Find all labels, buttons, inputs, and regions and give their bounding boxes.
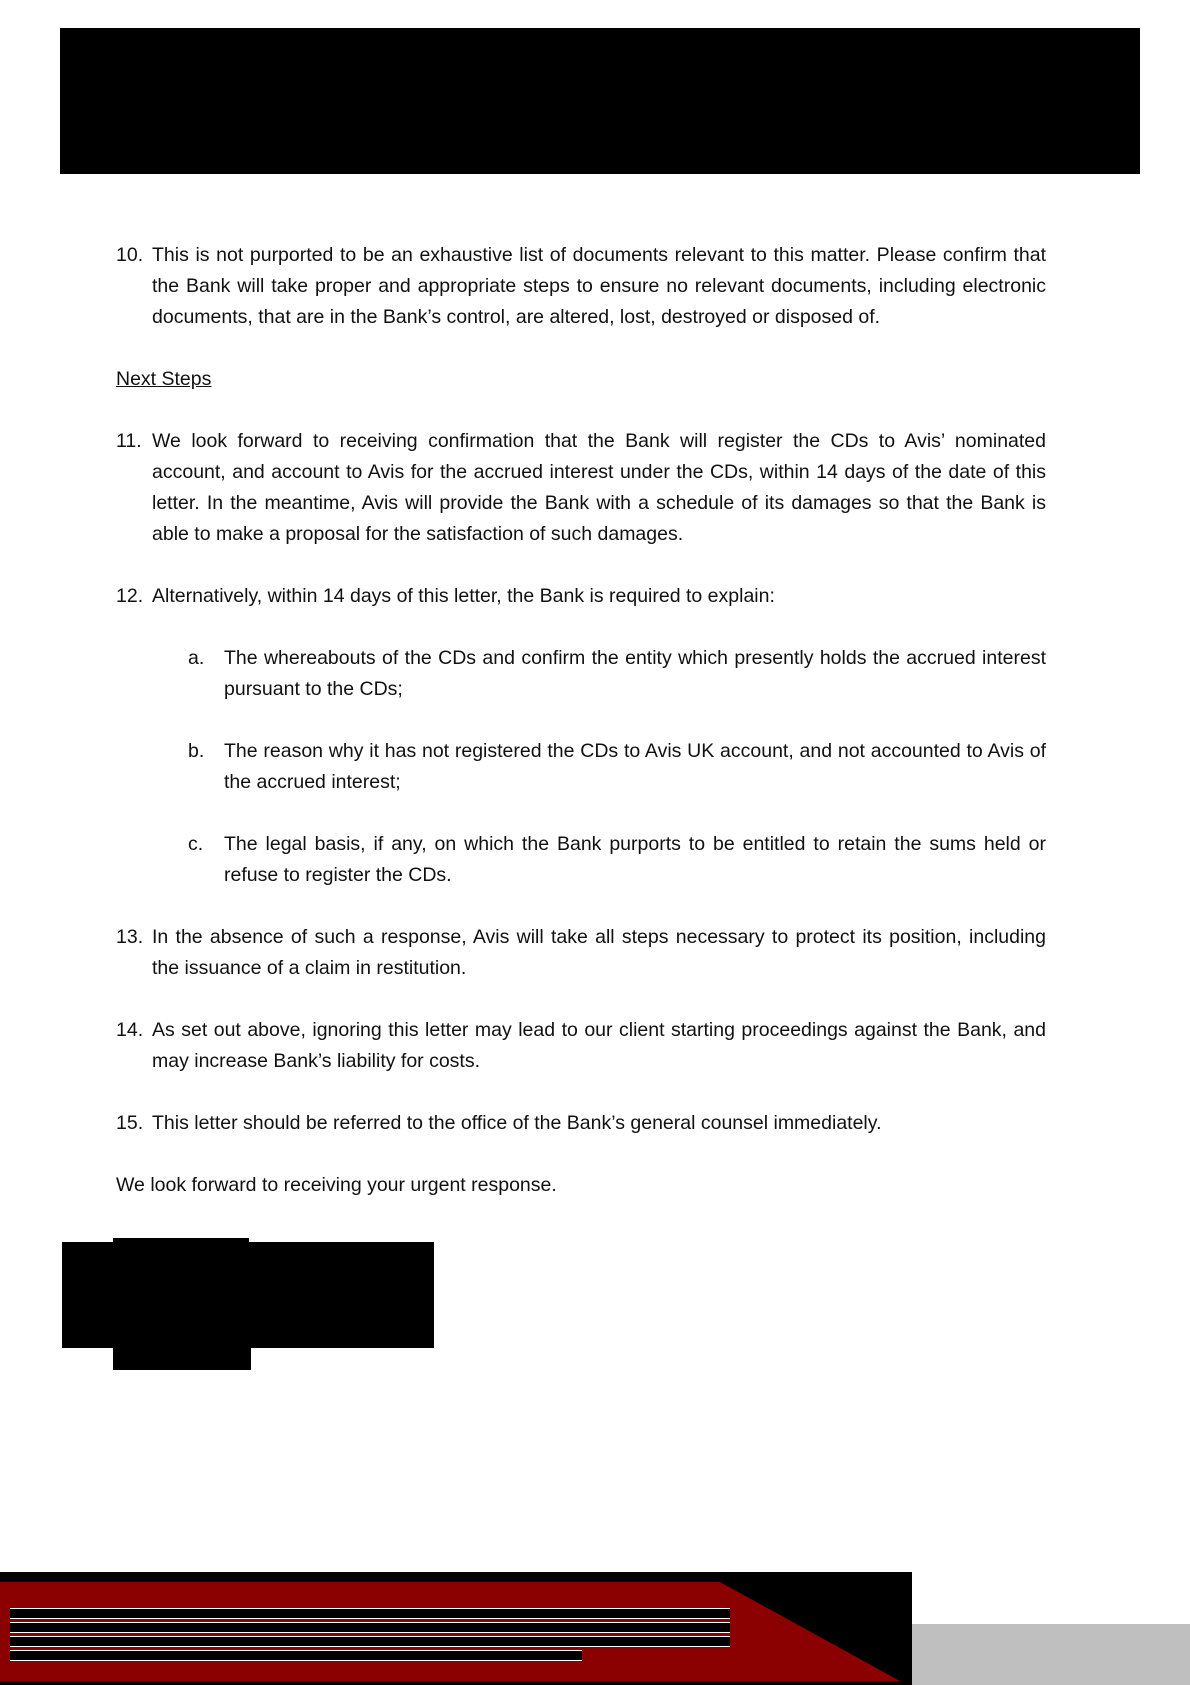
signature-redaction-top — [113, 1238, 249, 1250]
paragraph-13 — [116, 922, 1046, 984]
footer-redacted-line — [10, 1636, 730, 1647]
paragraph-11 — [116, 426, 1046, 550]
header-redaction — [60, 28, 1140, 174]
sub-item-text: The whereabouts of the CDs and confirm the entity which presently holds the accrued interest pursuant to the CDs; — [224, 647, 1046, 700]
paragraph-10 — [116, 240, 1046, 333]
footer-redacted-line — [10, 1608, 730, 1619]
footer-redacted-line — [10, 1622, 730, 1633]
closing-line: We look forward to receiving your urgent response. — [116, 1174, 557, 1196]
paragraph-text: As set out above, ignoring this letter may lead to our client starting proceedings against the Bank, and may increase Bank’s liability for costs. — [152, 1019, 1046, 1072]
footer-redacted-line — [10, 1650, 582, 1661]
paragraph-number: 11. — [116, 430, 142, 452]
sub-item-text: The reason why it has not registered the CDs to Avis UK account, and not accounted to Avis of the accrued interest; — [224, 740, 1046, 793]
signature-redaction-bottom — [113, 1340, 251, 1370]
sub-item-text: The legal basis, if any, on which the Bank purports to be entitled to retain the sums held or refuse to register the CDs. — [224, 833, 1046, 886]
sub-item-b — [116, 736, 1046, 798]
paragraph-text: Alternatively, within 14 days of this letter, the Bank is required to explain: — [152, 585, 775, 607]
paragraph-number: 15. — [116, 1112, 144, 1134]
letter-body — [116, 240, 1046, 1201]
sub-item-c — [116, 829, 1046, 891]
paragraph-14 — [116, 1015, 1046, 1077]
sub-item-a — [116, 643, 1046, 705]
footer-grey-band — [912, 1624, 1190, 1685]
sub-item-letter: b. — [188, 740, 205, 762]
paragraph-12 — [116, 581, 1046, 612]
paragraph-number: 10. — [116, 244, 144, 266]
signature-redaction — [62, 1242, 434, 1348]
paragraph-text: In the absence of such a response, Avis will take all steps necessary to protect its position, including the issuance of a claim in restitution. — [152, 926, 1046, 979]
sub-item-letter: a. — [188, 647, 205, 669]
paragraph-text: This letter should be referred to the office of the Bank’s general counsel immediately. — [152, 1112, 882, 1134]
paragraph-number: 13. — [116, 926, 144, 948]
sub-item-letter: c. — [188, 833, 204, 855]
paragraph-text: We look forward to receiving confirmation that the Bank will register the CDs to Avis’ nominated account, and account to Avis for the accrued interest under the CDs, within 14 days of the date of this letter. In the meantime, Avis will provide the Bank with a schedule of its damages so that the Bank is able to make a proposal for the satisfaction of such damages. — [152, 430, 1046, 545]
section-heading-next-steps: Next Steps — [116, 368, 212, 390]
footer-banner — [0, 1572, 1190, 1685]
paragraph-number: 12. — [116, 585, 144, 607]
paragraph-text: This is not purported to be an exhaustive list of documents relevant to this matter. Please confirm that the Bank will take proper and appropriate steps to ensure no relevant documents, including electronic documents, that are in the Bank’s control, are altered, lost, destroyed or disposed of. — [152, 244, 1046, 328]
paragraph-number: 14. — [116, 1019, 144, 1041]
paragraph-15 — [116, 1108, 1046, 1139]
